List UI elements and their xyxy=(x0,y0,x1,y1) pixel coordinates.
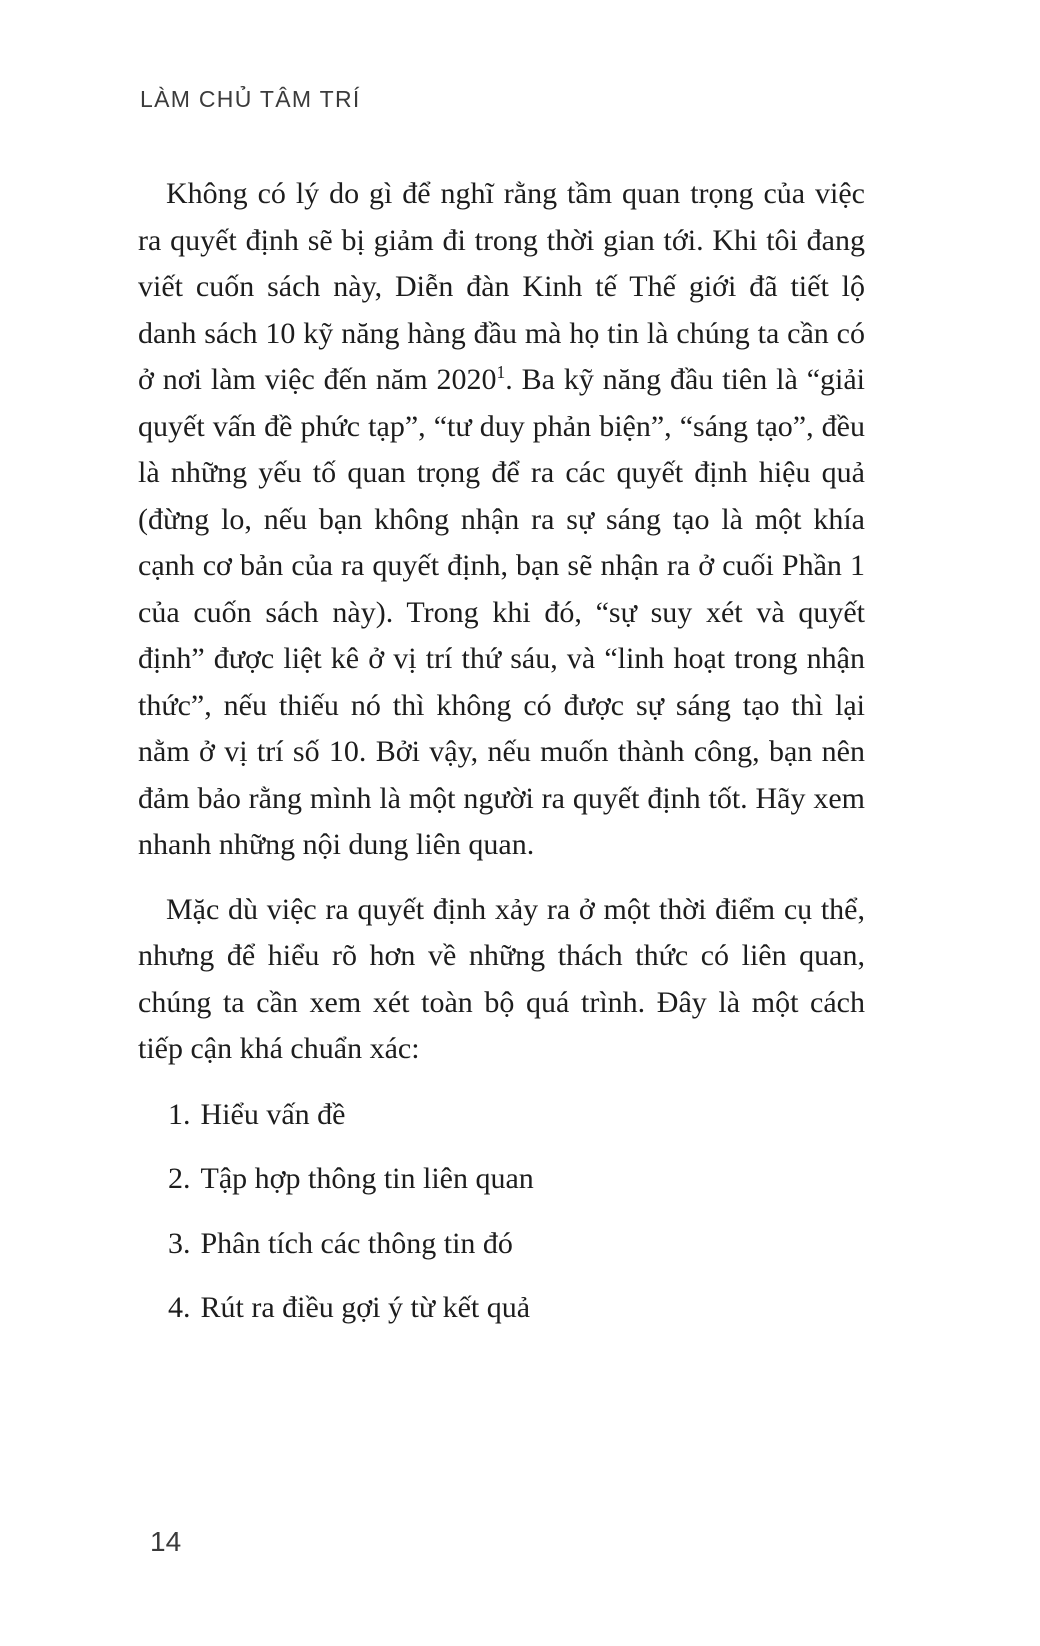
list-item xyxy=(138,1156,865,1203)
list-item xyxy=(138,1285,865,1332)
list-item-text: Hiểu vấn đề xyxy=(200,1097,346,1131)
running-header: LÀM CHỦ TÂM TRÍ xyxy=(140,86,361,112)
list-item-number: 3. xyxy=(168,1226,191,1260)
list-item-number: 1. xyxy=(168,1097,191,1131)
list-item-text: Phân tích các thông tin đó xyxy=(200,1226,513,1260)
list-item-number: 4. xyxy=(168,1291,191,1324)
decision-steps-list xyxy=(138,1092,865,1332)
paragraph-1-text: Không có lý do gì để nghĩ rằng tầm quan trọng của việc ra quyết định sẽ bị giảm đi trong thời gian tới. Khi tôi đang viết cuốn sách này, Diễn đàn Kinh tế Thế giới đã tiết lộ danh sách 10 kỹ năng hàng đầu mà họ tin là chúng ta cần có ở nơi làm việc đến năm 2020 xyxy=(138,177,865,396)
paragraph-1 xyxy=(138,171,865,869)
paragraph-2: Mặc dù việc ra quyết định xảy ra ở một thời điểm cụ thể, nhưng để hiểu rõ hơn về những thách thức có liên quan, chúng ta cần xem xét toàn bộ quá trình. Đây là một cách tiếp cận khá chuẩn xác: xyxy=(138,892,865,1065)
list-item-text: Tập hợp thông tin liên quan xyxy=(200,1162,534,1195)
page-number: 14 xyxy=(150,1526,182,1557)
list-item-number: 2. xyxy=(168,1162,191,1195)
footnote-marker: 1 xyxy=(496,362,506,382)
list-item xyxy=(138,1092,865,1139)
page-body xyxy=(138,171,865,1332)
paragraph-1-continuation: . Ba kỹ năng đầu tiên là “giải quyết vấn đề phức tạp”, “tư duy phản biện”, “sáng tạo”, đều là những yếu tố quan trọng để ra các quyết định hiệu quả (đừng lo, nếu bạn không nhận ra sự sáng tạo là một khía cạnh cơ bản của ra quyết định, bạn sẽ nhận ra ở cuối Phần 1 của cuốn sách này). Trong khi đó, “sự suy xét và quyết định” được liệt kê ở vị trí thứ sáu, và “linh hoạt trong nhận thức”, nếu thiếu nó thì không có được sự sáng tạo thì lại nằm ở vị trí số 10. Bởi vậy, nếu muốn thành công, bạn nên đảm bảo rằng mình là một người ra quyết định tốt. Hãy xem nhanh những nội dung liên quan. xyxy=(138,363,865,861)
list-item-text: Rút ra điều gợi ý từ kết quả xyxy=(200,1291,531,1324)
list-item xyxy=(138,1221,865,1268)
